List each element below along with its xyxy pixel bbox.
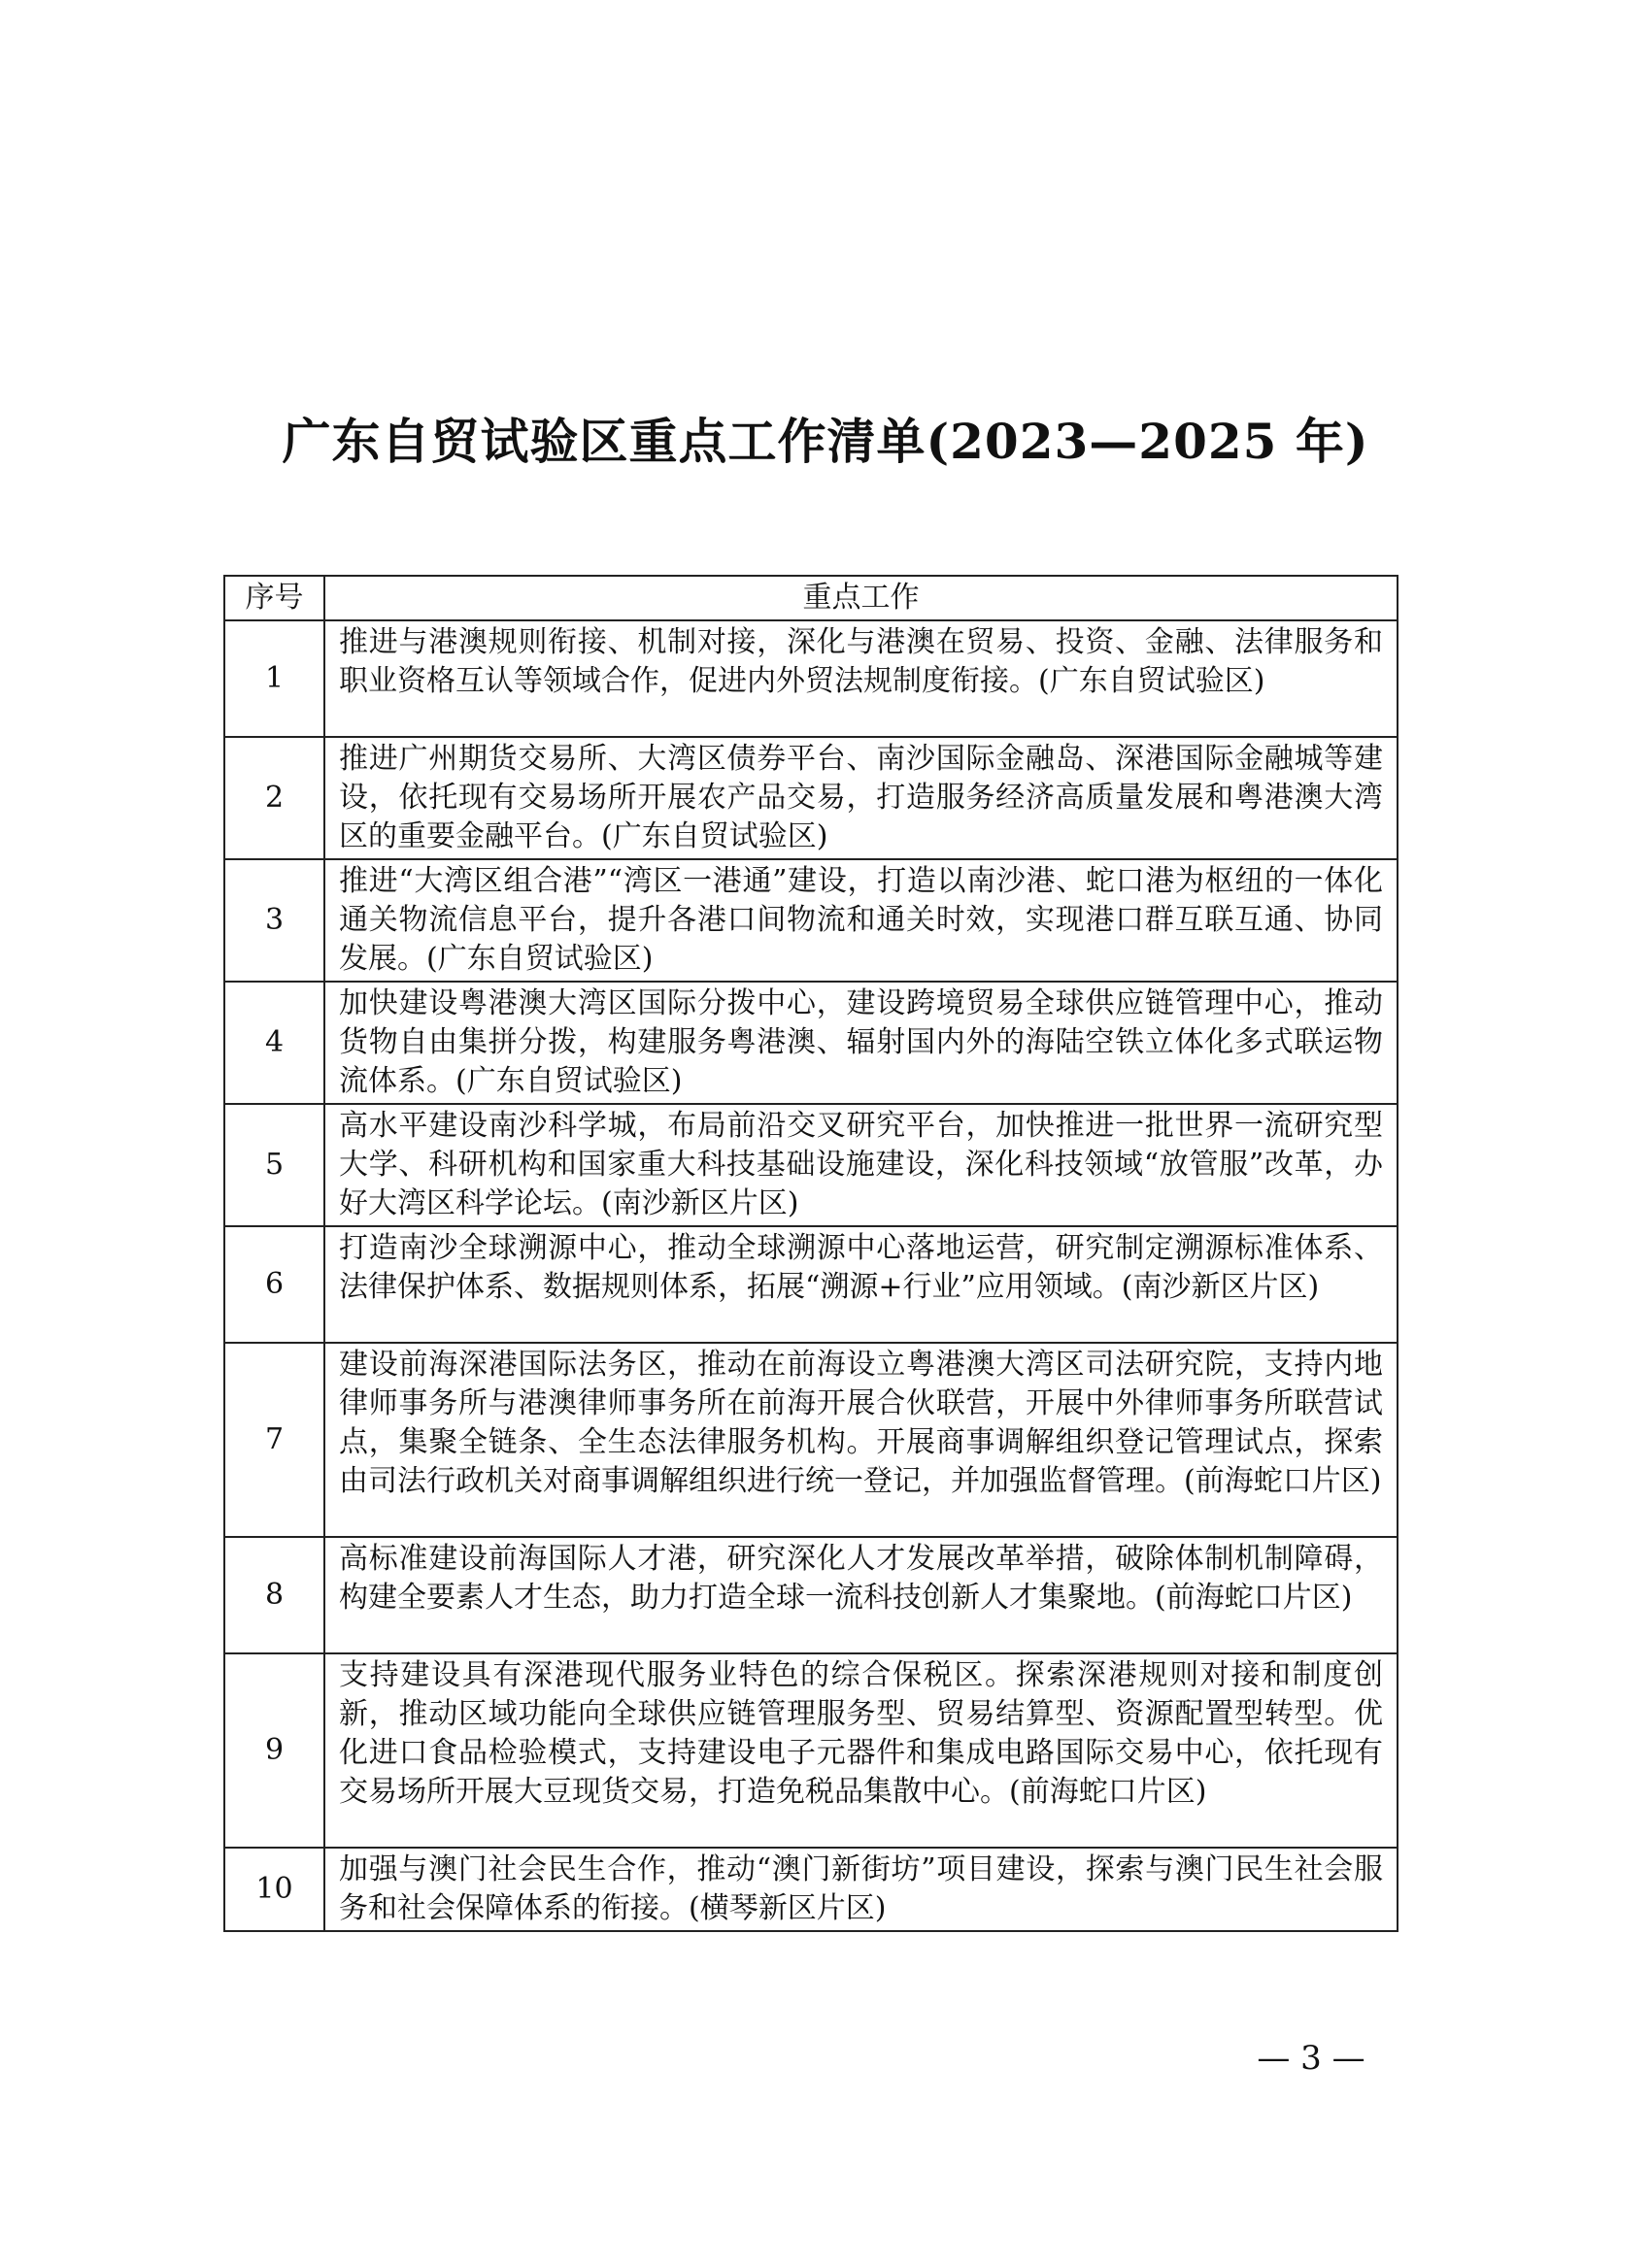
row-work-text: 推进广州期货交易所、大湾区债券平台、南沙国际金融岛、深港国际金融城等建设，依托现有交易场所开展农产品交易，打造服务经济高质量发展和粤港澳大湾区的重要金融平台。(广东自贸试验区) <box>324 737 1398 859</box>
row-work-text: 加强与澳门社会民生合作，推动“澳门新街坊”项目建设，探索与澳门民生社会服务和社会保障体系的衔接。(横琴新区片区) <box>324 1848 1398 1931</box>
row-number: 9 <box>224 1653 324 1848</box>
row-work-text: 加快建设粤港澳大湾区国际分拨中心，建设跨境贸易全球供应链管理中心，推动货物自由集拼分拨，构建服务粤港澳、辐射国内外的海陆空铁立体化多式联运物流体系。(广东自贸试验区) <box>324 982 1398 1104</box>
row-work-text: 高水平建设南沙科学城，布局前沿交叉研究平台，加快推进一批世界一流研究型大学、科研机构和国家重大科技基础设施建设，深化科技领域“放管服”改革，办好大湾区科学论坛。(南沙新区片区) <box>324 1104 1398 1226</box>
row-number: 1 <box>224 620 324 737</box>
row-number: 8 <box>224 1537 324 1653</box>
row-number: 10 <box>224 1848 324 1931</box>
table-row <box>224 1848 1398 1931</box>
table-header-row <box>224 576 1398 620</box>
table-row <box>224 620 1398 737</box>
row-number: 2 <box>224 737 324 859</box>
table-row <box>224 1104 1398 1226</box>
row-number: 7 <box>224 1343 324 1537</box>
table-row <box>224 1226 1398 1343</box>
row-number: 5 <box>224 1104 324 1226</box>
row-work-text: 推进“大湾区组合港”“湾区一港通”建设，打造以南沙港、蛇口港为枢纽的一体化通关物流信息平台，提升各港口间物流和通关时效，实现港口群互联互通、协同发展。(广东自贸试验区) <box>324 859 1398 982</box>
row-work-text: 支持建设具有深港现代服务业特色的综合保税区。探索深港规则对接和制度创新，推动区域功能向全球供应链管理服务型、贸易结算型、资源配置型转型。优化进口食品检验模式，支持建设电子元器件和集成电路国际交易中心，依托现有交易场所开展大豆现货交易，打造免税品集散中心。(前海蛇口片区) <box>324 1653 1398 1848</box>
table-row <box>224 737 1398 859</box>
table-row <box>224 1537 1398 1653</box>
table-row <box>224 1343 1398 1537</box>
row-number: 3 <box>224 859 324 982</box>
row-number: 4 <box>224 982 324 1104</box>
page-number: — 3 — <box>1257 2039 1365 2078</box>
row-number: 6 <box>224 1226 324 1343</box>
key-work-table <box>223 575 1398 1932</box>
row-work-text: 高标准建设前海国际人才港，研究深化人才发展改革举措，破除体制机制障碍，构建全要素人才生态，助力打造全球一流科技创新人才集聚地。(前海蛇口片区) <box>324 1537 1398 1653</box>
table-row <box>224 982 1398 1104</box>
header-number: 序号 <box>224 576 324 620</box>
page-title: 广东自贸试验区重点工作清单(2023—2025 年) <box>282 413 1369 470</box>
header-work: 重点工作 <box>324 576 1398 620</box>
row-work-text: 推进与港澳规则衔接、机制对接，深化与港澳在贸易、投资、金融、法律服务和职业资格互认等领域合作，促进内外贸法规制度衔接。(广东自贸试验区) <box>324 620 1398 737</box>
table-row <box>224 1653 1398 1848</box>
table-row <box>224 859 1398 982</box>
row-work-text: 打造南沙全球溯源中心，推动全球溯源中心落地运营，研究制定溯源标准体系、法律保护体系、数据规则体系，拓展“溯源+行业”应用领域。(南沙新区片区) <box>324 1226 1398 1343</box>
row-work-text: 建设前海深港国际法务区，推动在前海设立粤港澳大湾区司法研究院，支持内地律师事务所与港澳律师事务所在前海开展合伙联营，开展中外律师事务所联营试点，集聚全链条、全生态法律服务机构。开展商事调解组织登记管理试点，探索由司法行政机关对商事调解组织进行统一登记，并加强监督管理。(前海蛇口片区) <box>324 1343 1398 1537</box>
